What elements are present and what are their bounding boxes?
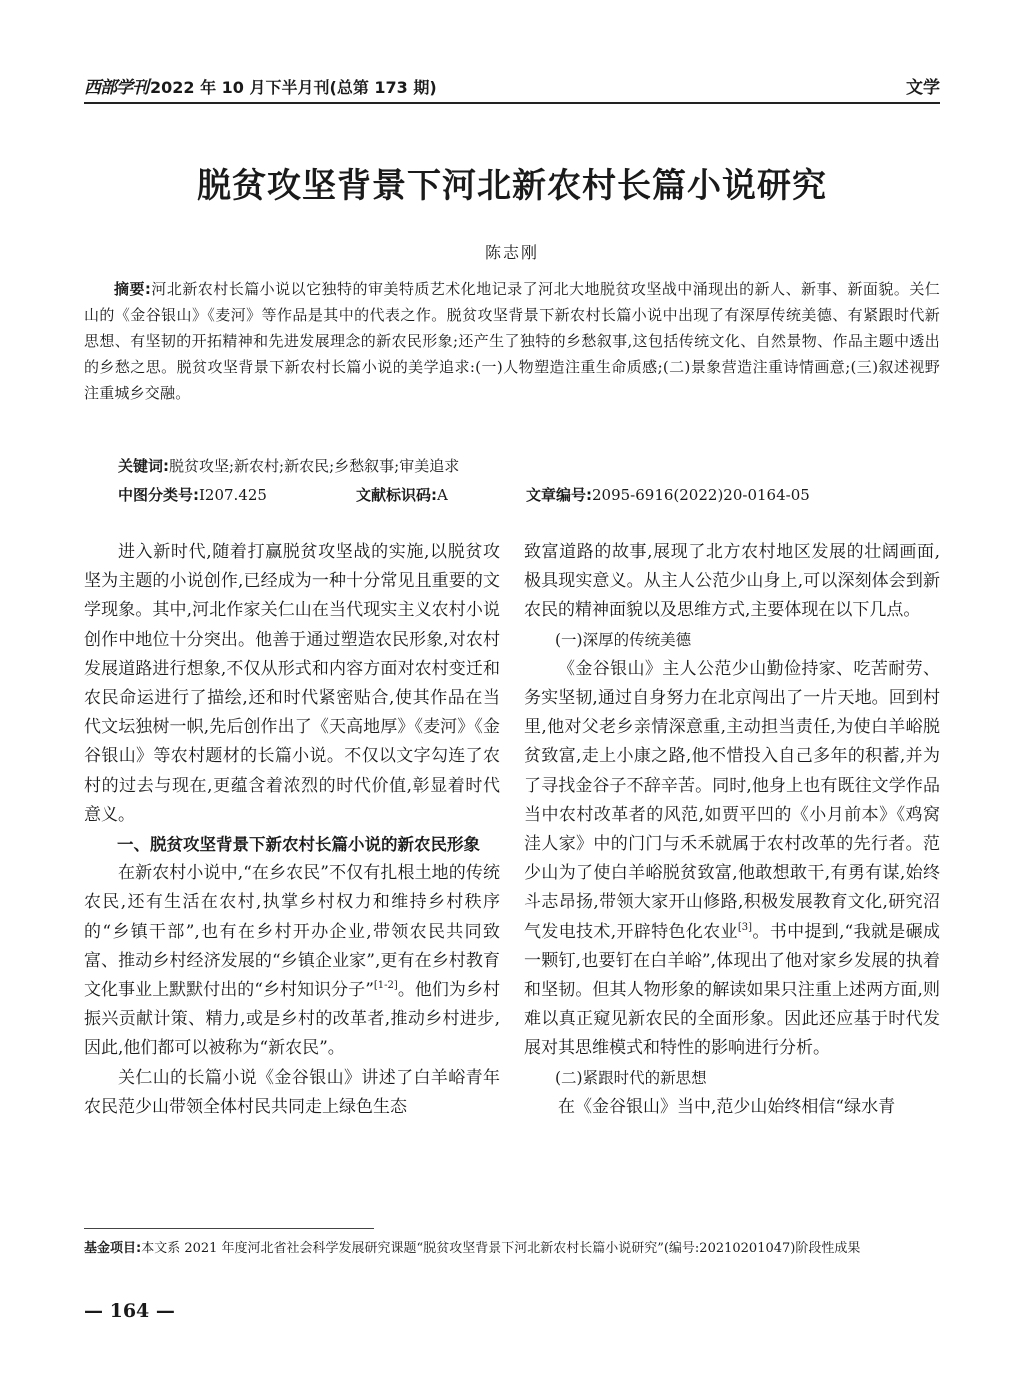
journal-issue bbox=[84, 73, 437, 98]
paragraph: 致富道路的故事,展现了北方农村地区发展的壮阔画面,极具现实意义。从主人公范少山身上,可以深刻体会到新农民的精神面貌以及思维方式,主要体现在以下几点。 bbox=[524, 542, 940, 621]
abstract-text: 河北新农村长篇小说以它独特的审美特质艺术化地记录了河北大地脱贫攻坚战中涌现出的新人、新事、新面貌。关仁山的《金谷银山》《麦河》等作品是其中的代表之作。脱贫攻坚背景下新农村长篇小说中出现了有深厚传统美德、有紧跟时代新思想、有坚韧的开拓精神和先进发展理念的新农民形象;还产生了独特的乡愁叙事,这包括传统文化、自然景物、作品主题中透出的乡愁之思。脱贫攻坚背景下新农村长篇小说的美学追求:(一)人物塑造注重生命质感;(二)景象营造注重诗情画意;(三)叙述视野注重城乡交融。 bbox=[84, 280, 940, 402]
clc-label: 中图分类号: bbox=[118, 486, 199, 504]
citation: [3] bbox=[737, 921, 753, 933]
doc-label: 文献标识码: bbox=[356, 486, 437, 504]
abstract-label: 摘要: bbox=[114, 280, 152, 298]
subsection-heading: (二)紧跟时代的新思想 bbox=[555, 1068, 707, 1087]
article-number-label: 文章编号: bbox=[526, 486, 592, 504]
abstract bbox=[84, 276, 940, 406]
doc-value: A bbox=[437, 486, 448, 504]
paragraph-text: 《金谷银山》主人公范少山勤俭持家、吃苦耐劳、务实坚韧,通过自身努力在北京闯出了一片天地。回到村里,他对父老乡亲情深意重,主动担当责任,为使白羊峪脱贫致富,走上小康之路,他不惜投入自己多年的积蓄,并为了寻找金谷子不辞辛苦。同时,他身上也有既往文学作品当中农村改革者的风范,如贾平凹的《小月前本》《鸡窝洼人家》中的门门与禾禾就属于农村改革的先行者。范少山为了使白羊峪脱贫致富,他敢想敢干,有勇有谋,始终斗志昂扬,带领大家开山修路,积极发展教育文化,研究沼气发电技术,开辟特色化农业 bbox=[524, 658, 940, 942]
running-header bbox=[84, 68, 940, 98]
paragraph-text: 。书中提到,“我就是碾成一颗钉,也要钉在白羊峪”,体现出了他对家乡发展的执着和坚韧。但其人物形象的解读如果只注重上述两方面,则难以真正窥见新农民的全面形象。因此还应基于时代发展对其思维模式和特性的影响进行分析。 bbox=[524, 921, 940, 1059]
body-column-left bbox=[84, 538, 500, 1122]
funding-footnote bbox=[84, 1238, 944, 1260]
footnote-label: 基金项目: bbox=[84, 1241, 142, 1256]
clc-number bbox=[118, 482, 267, 508]
page-number: — 164 — bbox=[84, 1300, 175, 1322]
keywords bbox=[118, 453, 940, 479]
keywords-label: 关键词: bbox=[118, 457, 169, 475]
clc-value: I207.425 bbox=[199, 486, 267, 504]
section-heading: 一、脱贫攻坚背景下新农村长篇小说的新农民形象 bbox=[117, 835, 480, 855]
citation: [1-2] bbox=[373, 980, 398, 992]
article-author: 陈志刚 bbox=[484, 243, 539, 262]
body-column-right bbox=[524, 538, 940, 1122]
subsection-heading: (一)深厚的传统美德 bbox=[555, 630, 692, 649]
article-number bbox=[526, 482, 810, 508]
article-title: 脱贫攻坚背景下河北新农村长篇小说研究 bbox=[197, 166, 827, 206]
paragraph-text: 在新农村小说中,“在乡农民”不仅有扎根土地的传统农民,还有生活在农村,执掌乡村权力和维持乡村秩序的“乡镇干部”,也有在乡村开办企业,带领农民共同致富、推动乡村经济发展的“乡镇企业家”,更有在乡村教育文化事业上默默付出的“乡村知识分子” bbox=[84, 863, 500, 1001]
keywords-text: 脱贫攻坚;新农村;新农民;乡愁叙事;审美追求 bbox=[169, 457, 460, 475]
paragraph bbox=[524, 655, 940, 1064]
paragraph: 进入新时代,随着打赢脱贫攻坚战的实施,以脱贫攻坚为主题的小说创作,已经成为一种十分常见且重要的文学现象。其中,河北作家关仁山在当代现实主义农村小说创作中地位十分突出。他善于通过塑造农民形象,对农村发展道路进行想象,不仅从形式和内容方面对农村变迁和农民命运进行了描绘,还和时代紧密贴合,使其作品在当代文坛独树一帜,先后创作出了《天高地厚》《麦河》《金谷银山》等农村题材的长篇小说。不仅以文字勾连了农村的过去与现在,更蕴含着浓烈的时代价值,彰显着时代意义。 bbox=[84, 542, 500, 825]
journal-logo: 西部学刊 bbox=[84, 78, 148, 98]
section-label: 文学 bbox=[906, 78, 940, 98]
document-code bbox=[356, 482, 448, 508]
article-number-value: 2095-6916(2022)20-0164-05 bbox=[592, 486, 810, 504]
paragraph bbox=[84, 859, 500, 1063]
footnote-divider bbox=[84, 1228, 374, 1229]
header-divider bbox=[84, 102, 940, 104]
issue-info: 2022 年 10 月下半月刊(总第 173 期) bbox=[150, 78, 437, 97]
paragraph: 在《金谷银山》当中,范少山始终相信“绿水青 bbox=[558, 1096, 896, 1117]
paragraph: 关仁山的长篇小说《金谷银山》讲述了白羊峪青年农民范少山带领全体村民共同走上绿色生态 bbox=[84, 1067, 500, 1117]
paragraph-text: 。他们为乡村振兴贡献计策、精力,或是乡村的改革者,推动乡村进步,因此,他们都可以被称为“新农民”。 bbox=[84, 980, 500, 1059]
footnote-text: 本文系 2021 年度河北省社会科学发展研究课题“脱贫攻坚背景下河北新农村长篇小说研究”(编号:20210201047)阶段性成果 bbox=[141, 1241, 861, 1256]
